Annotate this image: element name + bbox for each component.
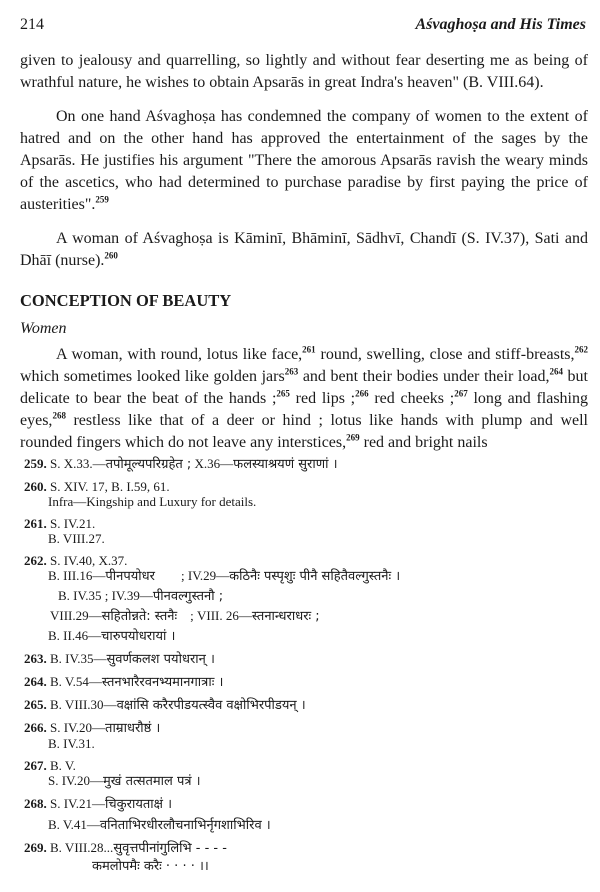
paragraph: given to jealousy and quarrelling, so lightly and without fear deserting me as being of wrathful nature, he wishes to obtain Apsarās in great Indra's heaven" (B. VIII.64). <box>20 52 588 91</box>
footnotes <box>24 456 584 881</box>
footnote-ref: 268 <box>52 410 66 421</box>
subsection-heading: Women <box>20 320 67 337</box>
footnote-259: 259. S. X.33.—तपोमूल्यपरिग्रहेत ; X.36—फलस्याश्रयणं सुराणां । <box>24 456 338 472</box>
footnote-ref: 267 <box>454 388 468 399</box>
body-text <box>20 50 588 466</box>
paragraph: A woman of Aśvaghoṣa is Kāminī, Bhāminī, Sādhvī, Chandī (S. IV.37), Sati and Dhāī (nurse).$^{260}$ <box>20 230 588 269</box>
footnote-262: 262. S. IV.40, X.37. B. III.16—पीनपयोधर ; IV.29—कठिनैः पस्पृशुः पीनै सहितैवल्गुस्तनैः । B. IV.35 ; IV.39—पीनवल्गुस्तनौ ; VIII.29—सहितोन्नते: स्तनैः ; VIII. 26—स्तनान्धराधरः ; B. II.46—चारुपयोधरायां । <box>24 553 401 644</box>
footnote-260: 260. S. XIV. 17, B. I.59, 61. Infra—Kingship and Luxury for details. <box>24 479 257 509</box>
footnote-268: 268. S. IV.21—चिकुरायताक्षं । B. V.41—वनिताभिरधीरलौचनाभिर्नृगशाभिरिव । <box>24 796 271 833</box>
footnote-267: 267. B. V. S. IV.20—मुखं तत्सतमाल पत्रं । <box>24 758 201 789</box>
page-number: 214 <box>20 16 44 33</box>
running-title: Aśvaghoṣa and His Times <box>415 16 586 33</box>
footnote-269: 269. B. VIII.28...सुवृत्तपीनांगुलिभि - - - - कमलोपमैः करैः · · · · ।। <box>24 840 227 874</box>
footnote-261: 261. S. IV.21. B. VIII.27. <box>24 516 105 546</box>
paragraph: On one hand Aśvaghoṣa has condemned the company of women to the extent of hatred and on the other hand has approved the entertainment of the sages by the Apsarās. He justifies his argument "There the amorous Apsarās ravish the weary minds of the ascetics, who had determined to purchase paradise by first paying the price of austerities".$^{259}$ <box>20 108 588 213</box>
footnote-ref: 259 <box>95 194 109 205</box>
footnote-ref: 262 <box>574 344 588 355</box>
footnote-ref: 260 <box>104 250 118 261</box>
footnote-ref: 266 <box>355 388 369 399</box>
footnote-263: 263. B. IV.35—सुवर्णकलश पयोधरान् । <box>24 651 215 667</box>
footnote-ref: 264 <box>549 366 563 377</box>
footnote-266: 266. S. IV.20—ताम्राधरौष्ठं । B. IV.31. <box>24 720 161 751</box>
paragraph-women: A woman, with round, lotus like face,$^{261}$ round, swelling, close and stiff-breasts,$^{262}$ which sometimes looked like golden jars$^{263}$ and bent their bodies under their load,$^{264}$ but delicate to bear the beat of the hands ;$^{265}$ red lips ;$^{266}$ red cheeks ;$^{267}$ long and flashing eyes,$^{268}$ restless like that of a deer or hind ; lotus like hands with plump and well rounded fingers which do not leave any interstices,$^{269}$ red and bright nails <box>20 344 589 451</box>
footnote-265: 265. B. VIII.30—वक्षांसि करैरपीडयत्स्वैव वक्षोभिरपीडयन् । <box>24 697 306 713</box>
footnote-ref: 265 <box>276 388 290 399</box>
footnote-264: 264. B. V.54—स्तनभारैरवनभ्यमानगात्राः । <box>24 674 224 690</box>
footnote-ref: 263 <box>284 366 299 377</box>
footnote-ref: 269 <box>346 432 360 443</box>
section-heading: CONCEPTION OF BEAUTY <box>20 291 232 310</box>
footnote-ref: 261 <box>302 344 316 355</box>
